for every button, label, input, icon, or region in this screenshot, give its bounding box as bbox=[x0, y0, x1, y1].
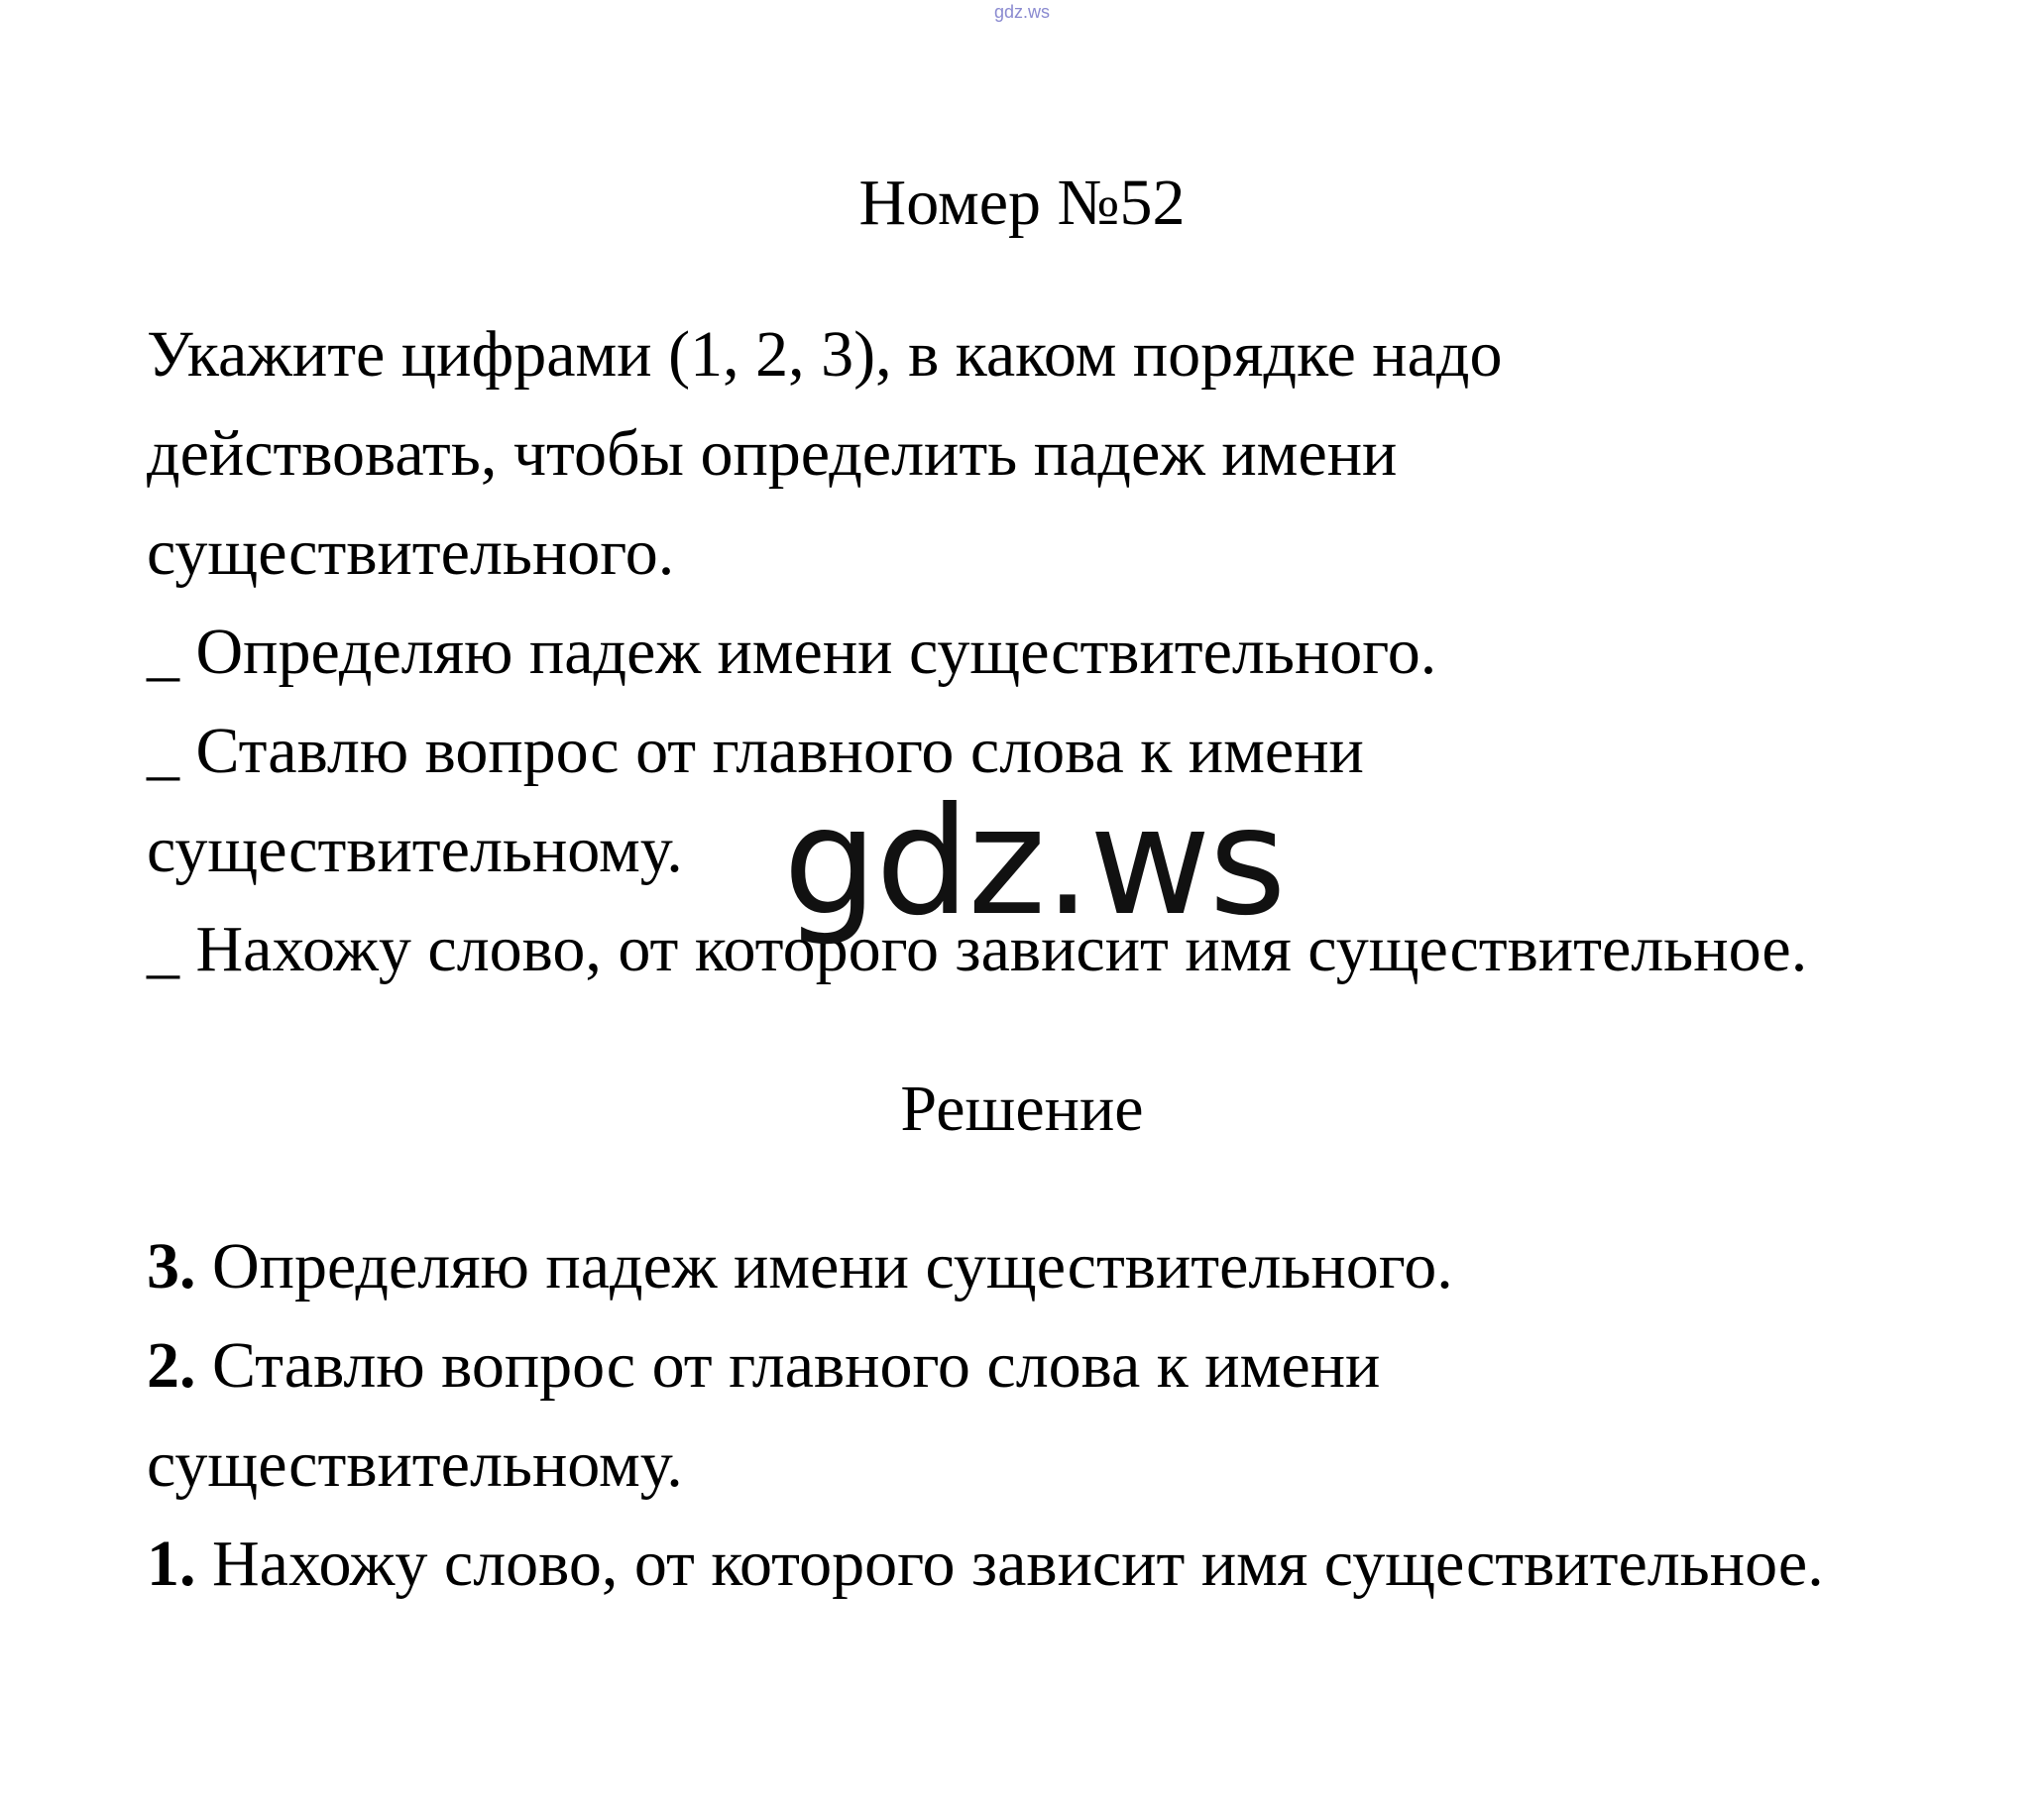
step-number: 1. bbox=[147, 1528, 196, 1600]
step-text: Определяю падеж имени существительного. bbox=[195, 1230, 1453, 1303]
step-text: Нахожу слово, от которого зависит имя существительное. bbox=[195, 1528, 1824, 1600]
header-watermark: gdz.ws bbox=[993, 2, 1051, 22]
task-option-continuation: существительному. bbox=[147, 814, 683, 886]
task-option: _ Нахожу слово, от которого зависит имя существительное. bbox=[147, 913, 1808, 985]
task-line: Укажите цифрами (1, 2, 3), в каком порядке надо bbox=[147, 318, 1503, 391]
solution-step-continuation bbox=[147, 1420, 683, 1510]
solution-heading: Решение bbox=[900, 1073, 1144, 1145]
task-option: _ Определяю падеж имени существительного. bbox=[147, 616, 1437, 688]
step-text: существительному. bbox=[147, 1428, 683, 1501]
task-line: существительного. bbox=[147, 516, 675, 589]
solution-step bbox=[147, 1222, 1453, 1311]
center-watermark: gdz.ws bbox=[783, 776, 1285, 949]
solution-step bbox=[147, 1321, 1380, 1411]
task-option: _ Ставлю вопрос от главного слова к имени bbox=[147, 715, 1364, 787]
page-title: Номер №52 bbox=[858, 167, 1186, 239]
step-number: 3. bbox=[147, 1230, 196, 1303]
step-text: Ставлю вопрос от главного слова к имени bbox=[195, 1329, 1381, 1402]
step-number: 2. bbox=[147, 1329, 196, 1402]
task-line: действовать, чтобы определить падеж имени bbox=[147, 417, 1398, 490]
solution-step bbox=[147, 1520, 1824, 1609]
